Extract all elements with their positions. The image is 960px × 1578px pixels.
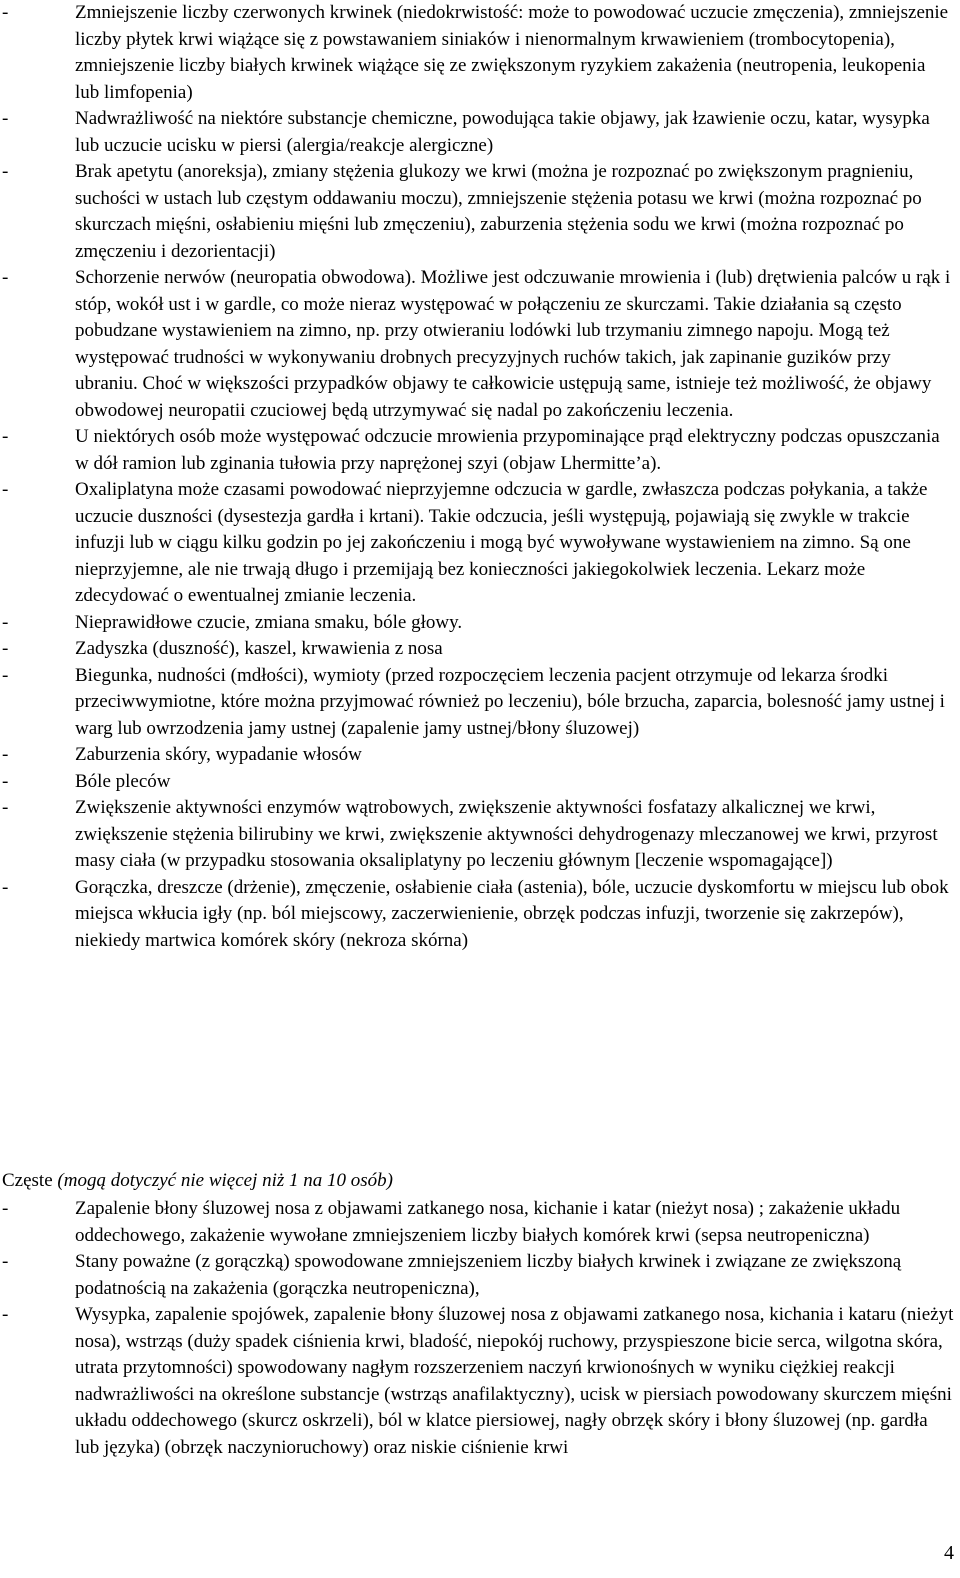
list-item-text: Gorączka, dreszcze (drżenie), zmęczenie, osłabienie ciała (astenia), bóle, uczucie dyskomfortu w miejscu lub obok miejsca wkłucia igły (np. ból miejscowy, zaczerwienienie, obrzęk podczas infuzji, tworzenie się zakrzepów), niekiedy martwica komórek skóry (nekroza skórna) bbox=[75, 876, 949, 951]
list-bullet: - bbox=[2, 479, 9, 500]
list-bullet: - bbox=[2, 638, 9, 659]
list-item-text: Zmniejszenie liczby czerwonych krwinek (niedokrwistość: może to powodować uczucie zmęczenia), zmniejszenie liczby płytek krwi wiążące się z powstawaniem siniaków i nienormalnym krwawieniem (trombocytopenia), zmniejszenie liczby białych krwinek wiążące się ze zwiększonym ryzykiem zakażenia (neutropenia, leukopenia lub limfopenia) bbox=[75, 2, 949, 103]
list-bullet: - bbox=[2, 426, 9, 447]
list-bullet: - bbox=[2, 664, 9, 686]
list-item bbox=[0, 610, 960, 637]
list-item-text: Oxaliplatyna może czasami powodować nieprzyjemne odczucia w gardle, zwłaszcza podczas połykania, a także uczucie duszności (dysestezja gardła i krtani). Takie odczucia, jeśli występują, pojawiają się zwykle w trakcie infuzji lub w ciągu kilku godzin po jej zakończeniu i mogą być wywoływane wystawieniem na zimno. Są one nieprzyjemne, ale nie trwają długo i przemijają bez konieczności jakiegokolwiek leczenia. Lekarz może zdecydować o ewentualnej zmianie leczenia. bbox=[75, 479, 928, 606]
list-item-text: Schorzenie nerwów (neuropatia obwodowa). Możliwe jest odczuwanie mrowienia i (lub) drętwienia palców u rąk i stóp, wokół ust i w gardle, co może nieraz występować w połączeniu ze skurczami. Takie działania są często pobudzane wystawieniem na zimno, np. przy otwieraniu lodówki lub trzymaniu zimnego napoju. Mogą też występować trudności w wykonywaniu drobnych precyzyjnych ruchów takich, jak zapinanie guzików przy ubraniu. Choć w większości przypadków objawy te całkowicie ustępują same, istnieje też możliwość, że objawy obwodowej neuropatii czuciowej będą utrzymywać się nadal po zakończeniu leczenia. bbox=[75, 267, 951, 421]
page-number: 4 bbox=[944, 1541, 954, 1564]
list-item bbox=[0, 875, 960, 955]
list-item bbox=[0, 106, 960, 159]
list-item bbox=[0, 477, 960, 610]
list-bullet: - bbox=[2, 1198, 9, 1219]
list-item-text: Brak apetytu (anoreksja), zmiany stężenia glukozy we krwi (można je rozpoznać po zwiększonym pragnieniu, suchości w ustach lub częstym oddawaniu moczu), zmniejszenie stężenia potasu we krwi (można rozpoznać po skurczach mięśni, osłabieniu mięśni lub zmęczeniu), zaburzenia stężenia sodu we krwi (można rozpoznać po zmęczeniu i dezorientacji) bbox=[75, 161, 922, 262]
list-item bbox=[0, 1302, 960, 1461]
list-item bbox=[0, 742, 960, 769]
list-bullet: - bbox=[2, 1304, 9, 1325]
list-item bbox=[0, 1196, 960, 1249]
list-item bbox=[0, 795, 960, 875]
list-item bbox=[0, 159, 960, 265]
list-item-text: Bóle pleców bbox=[75, 770, 171, 792]
list-item-text: Nieprawidłowe czucie, zmiana smaku, bóle głowy. bbox=[75, 611, 463, 633]
list-item bbox=[0, 424, 960, 477]
list-item-text: Zadyszka (duszność), kaszel, krwawienia z nosa bbox=[75, 638, 443, 659]
list-item-text: Nadwrażliwość na niektóre substancje chemiczne, powodująca takie objawy, jak łzawienie oczu, katar, wysypka lub uczucie ucisku w piersi (alergia/reakcje alergiczne) bbox=[75, 108, 930, 156]
list-bullet: - bbox=[2, 611, 9, 633]
list-bullet: - bbox=[2, 267, 9, 288]
list-item-text: Zaburzenia skóry, wypadanie włosów bbox=[75, 744, 362, 765]
list-bullet: - bbox=[2, 797, 9, 818]
list-item bbox=[0, 769, 960, 796]
list-item bbox=[0, 0, 960, 106]
side-effects-list-common bbox=[0, 1196, 960, 1461]
list-bullet: - bbox=[2, 744, 9, 765]
list-bullet: - bbox=[2, 108, 9, 129]
section-heading-common bbox=[2, 1168, 942, 1195]
section-heading-lead: Częste bbox=[2, 1170, 53, 1191]
list-bullet: - bbox=[2, 770, 9, 792]
list-item-text: Biegunka, nudności (mdłości), wymioty (przed rozpoczęciem leczenia pacjent otrzymuje od lekarza środki przeciwwymiotne, które można przyjmować również po leczeniu), bóle brzucha, zaparcia, bolesność jamy ustnej i warg lub owrzodzenia jamy ustnej (zapalenie jamy ustnej/błony śluzowej) bbox=[75, 664, 945, 739]
list-item-text: Zwiększenie aktywności enzymów wątrobowych, zwiększenie aktywności fosfatazy alkalicznej we krwi, zwiększenie stężenia bilirubiny we krwi, zwiększenie aktywności dehydrogenazy mleczanowej we krwi, przyrost masy ciała (w przypadku stosowania oksaliplatyny po leczeniu głównym [leczenie wspomagające]) bbox=[75, 797, 938, 871]
list-item-text: U niektórych osób może występować odczucie mrowienia przypominające prąd elektryczny podczas opuszczania w dół ramion lub zginania tułowia przy naprężonej szyi (objaw Lhermitte’a). bbox=[75, 426, 940, 474]
list-bullet: - bbox=[2, 1251, 9, 1272]
list-item bbox=[0, 663, 960, 743]
list-item-text: Stany poważne (z gorączką) spowodowane zmniejszeniem liczby białych krwinek i związane ze zwiększoną podatnością na zakażenia (gorączka neutropeniczna), bbox=[75, 1251, 902, 1299]
section-heading-frequency-note: (mogą dotyczyć nie więcej niż 1 na 10 osób) bbox=[57, 1170, 393, 1191]
list-item-text: Wysypka, zapalenie spojówek, zapalenie błony śluzowej nosa z objawami zatkanego nosa, kichania i kataru (nieżyt nosa), wstrząs (duży spadek ciśnienia krwi, bladość, niepokój ruchowy, przyspieszone bicie serca, wilgotna skóra, utrata przytomności) spowodowany nagłym rozszerzeniem naczyń krwionośnych w wyniku ciężkiej reakcji nadwrażliwości na określone substancje (wstrząs anafilaktyczny), ucisk w piersiach powodowany skurczem mięśni układu oddechowego (skurcz oskrzeli), ból w klatce piersiowej, nagły obrzęk skóry i błony śluzowej (np. gardła lub języka) (obrzęk naczynioruchowy) oraz niskie ciśnienie krwi bbox=[75, 1304, 954, 1458]
list-item bbox=[0, 1249, 960, 1302]
list-bullet: - bbox=[2, 876, 9, 898]
list-item bbox=[0, 265, 960, 424]
list-item bbox=[0, 636, 960, 663]
list-item-text: Zapalenie błony śluzowej nosa z objawami zatkanego nosa, kichanie i katar (nieżyt nosa) ; zakażenie układu oddechowego, zakażenie wywołane zmniejszeniem liczby białych komórek krwi (sepsa neutropeniczna) bbox=[75, 1198, 901, 1246]
list-bullet: - bbox=[2, 2, 9, 23]
list-bullet: - bbox=[2, 161, 9, 182]
